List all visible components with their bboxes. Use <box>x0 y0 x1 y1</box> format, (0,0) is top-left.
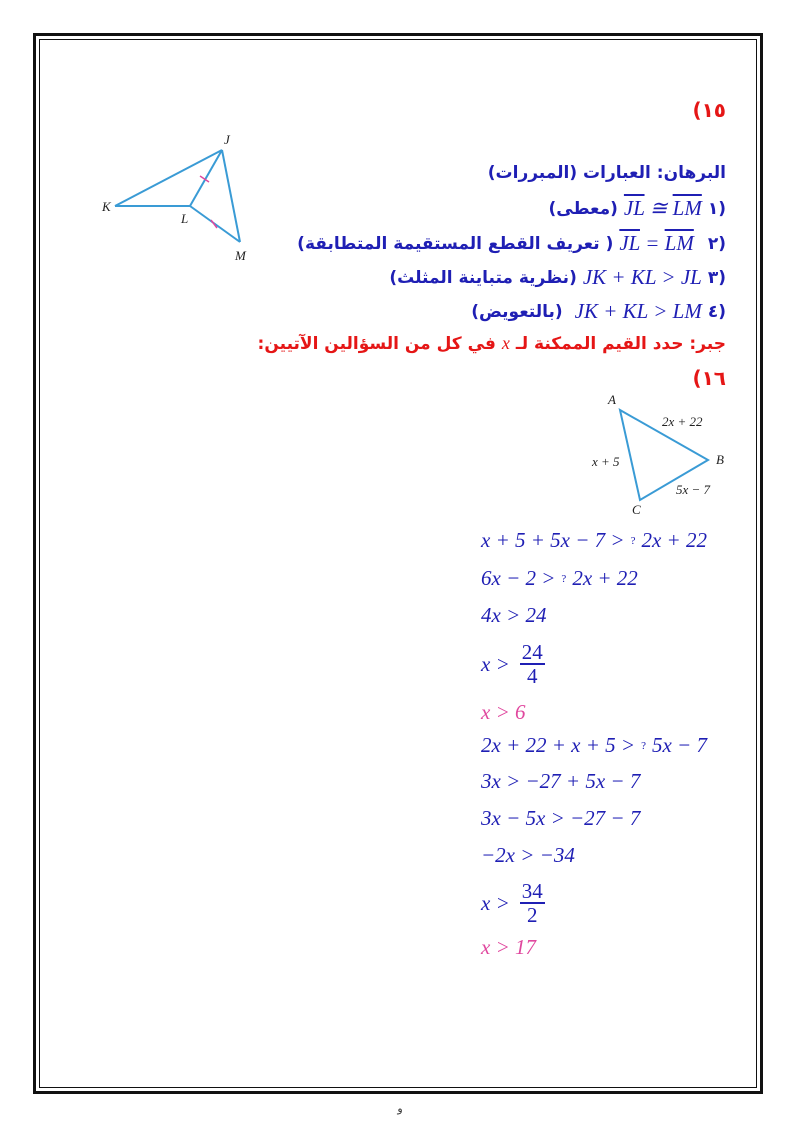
solution-line-10 <box>481 880 545 926</box>
step-2-math: $\overline{JL} = \overline{LM}$ <box>619 231 694 255</box>
fraction-24-over-4: $\frac{24}{4}$ <box>521 640 543 688</box>
vertex-label-j: J <box>224 132 230 147</box>
solution-result-2: x > 17 <box>481 935 536 959</box>
problem-16-number: (١٦ <box>692 366 726 390</box>
line-1-rhs: 2x + 22 <box>641 528 707 552</box>
proof-step-2 <box>297 231 726 256</box>
solution-line-8: 3x − 5x > −27 − 7 <box>481 806 641 830</box>
step-1-reason: (معطى) <box>548 198 618 219</box>
algebra-heading-var: x <box>501 333 510 353</box>
vertex-label-l: L <box>181 211 189 226</box>
solution-line-4 <box>481 641 545 687</box>
line-2-qmark: ? <box>561 572 567 585</box>
line-6-rhs: 5x − 7 <box>651 733 707 757</box>
line-2-lhs: 6x − 2 > <box>481 566 556 590</box>
proof-heading: البرهان: العبارات (المبررات) <box>487 163 726 183</box>
proof-step-4 <box>471 299 726 324</box>
step-4-reason: (بالتعويض) <box>471 301 563 322</box>
fraction-34-over-2: $\frac{34}{2}$ <box>521 879 543 927</box>
step-4-math: JK + KL > LM <box>574 299 702 323</box>
step-2-reason: ( تعريف القطع المستقيمة المتطابقة) <box>297 233 614 254</box>
vertex-label-k: K <box>102 199 111 214</box>
line-6-lhs: 2x + 22 + x + 5 > <box>481 733 636 757</box>
solution-line-6 <box>481 733 707 758</box>
vertex-label-b: B <box>716 452 724 467</box>
solution-result-1: x > 6 <box>481 700 526 724</box>
page-footer-mark: ﻭ <box>397 1102 403 1115</box>
line-6-qmark: ? <box>641 739 646 752</box>
proof-step-3 <box>389 265 726 290</box>
problem-15-number: (١٥ <box>692 98 726 122</box>
vertex-label-m: M <box>235 248 246 263</box>
step-3-number: ٣) <box>707 267 726 288</box>
side-label-bc: 5x − 7 <box>676 482 711 497</box>
line-1-qmark: ? <box>630 534 636 547</box>
vertex-label-a: A <box>608 392 616 407</box>
solution-line-1 <box>481 528 707 553</box>
solution-line-3: 4x > 24 <box>481 603 547 627</box>
step-4-number: ٤) <box>707 301 726 322</box>
step-1-number: ١) <box>707 198 726 219</box>
triangle-jklm-figure <box>95 128 265 268</box>
proof-step-1 <box>548 196 726 221</box>
algebra-heading-after: في كل من السؤالين الآتيين: <box>257 333 496 354</box>
side-label-ac: x + 5 <box>592 454 620 469</box>
step-1-math: $\overline{JL}$ ≅ $\overline{LM}$ <box>623 196 702 220</box>
step-3-math: JK + KL > JL <box>582 265 702 289</box>
solution-line-7: 3x > −27 + 5x − 7 <box>481 769 641 793</box>
algebra-heading <box>258 333 726 354</box>
line-1-lhs: x + 5 + 5x − 7 > <box>481 528 625 552</box>
solution-line-2 <box>481 566 638 591</box>
side-label-ab: 2x + 22 <box>662 414 703 429</box>
step-3-reason: (نظرية متباينة المثلث) <box>389 267 577 288</box>
triangle-abc-figure <box>580 388 740 518</box>
solution-line-9: −2x > −34 <box>481 843 575 867</box>
line-10-lhs: x > <box>481 890 510 915</box>
step-2-number: ٢) <box>707 233 726 254</box>
line-4-lhs: x > <box>481 651 510 676</box>
vertex-label-c: C <box>632 502 641 517</box>
line-2-rhs: 2x + 22 <box>572 566 638 590</box>
algebra-heading-before: جبر: حدد القيم الممكنة لـ <box>515 333 726 354</box>
